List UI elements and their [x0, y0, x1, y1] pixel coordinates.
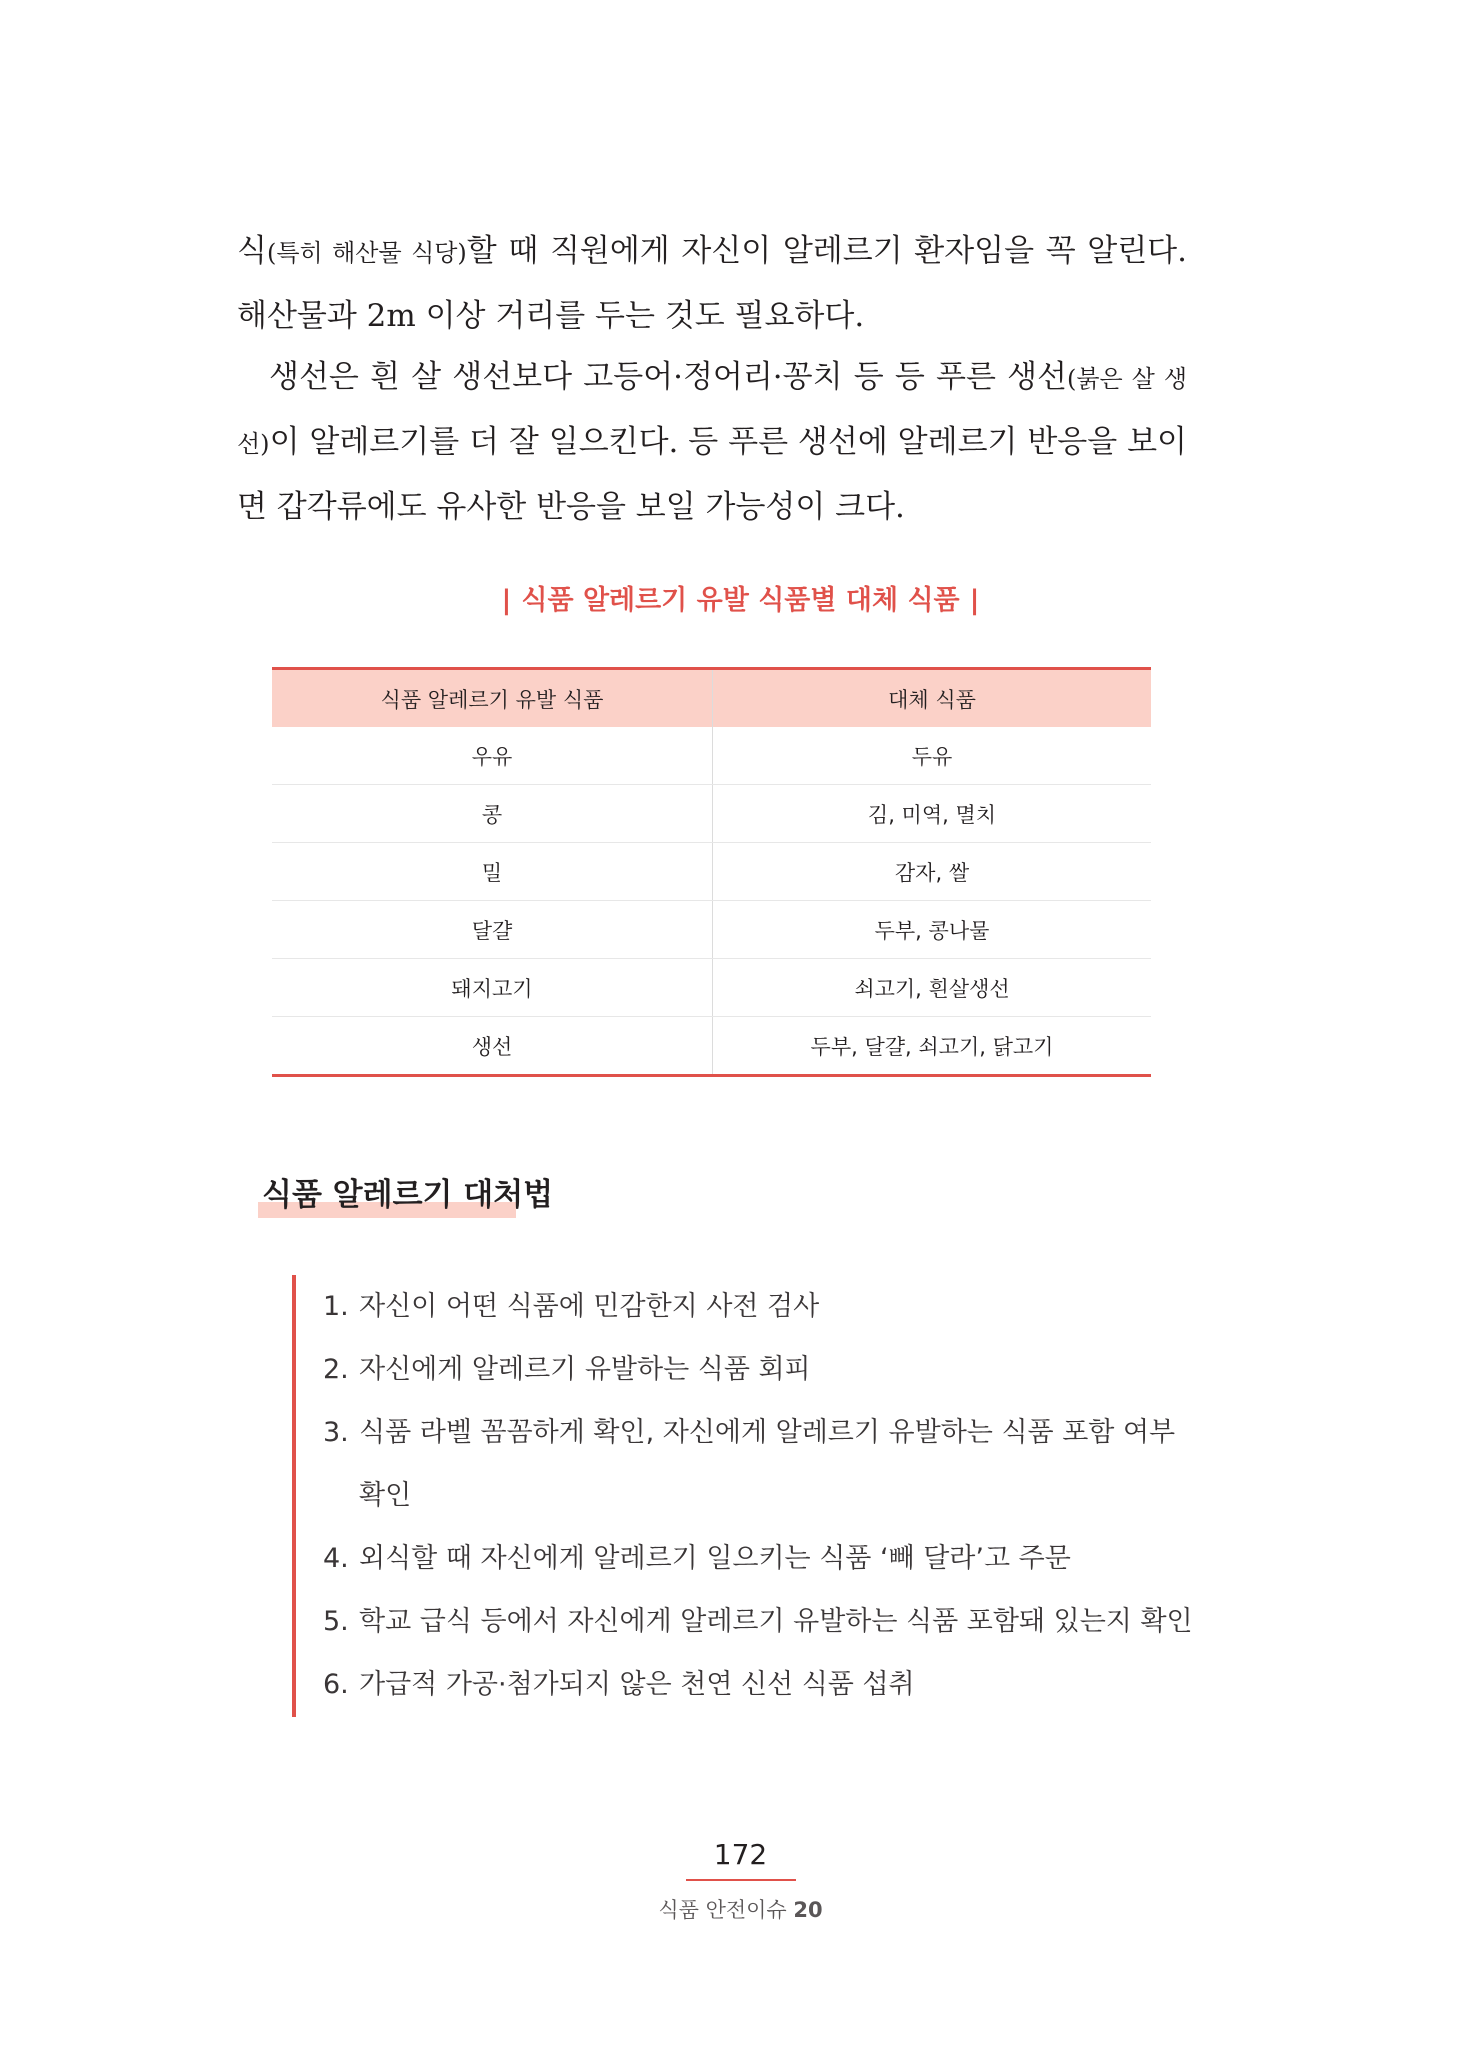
page-number-rule: [686, 1879, 796, 1881]
item-number: 5.: [323, 1606, 349, 1637]
substitute-food-table: [272, 667, 1151, 1077]
list-item: [323, 1275, 1196, 1338]
table-row: [272, 843, 1151, 901]
table-title: [0, 578, 1481, 617]
allergen-cell: 밀: [272, 843, 713, 901]
running-footer: [0, 1894, 1481, 1924]
item-number: 2.: [323, 1354, 349, 1385]
column-header: 식품 알레르기 유발 식품: [272, 669, 713, 728]
table-row: [272, 727, 1151, 785]
section-heading: [258, 1168, 553, 1222]
footer-title: 식품 안전이슈: [658, 1898, 787, 1922]
table-row: [272, 1017, 1151, 1076]
footer-number: 20: [793, 1898, 823, 1922]
substitute-cell: 두부, 콩나물: [713, 901, 1152, 959]
paragraph-text: 할 때 직원에게 자신이 알레르기 환자임을 꼭 알린다. 해산물과 2m 이상 거리를 두는 것도 필요하다.: [237, 233, 1187, 334]
item-number: 6.: [323, 1669, 349, 1700]
table-row: [272, 901, 1151, 959]
table-header-row: [272, 669, 1151, 728]
column-header: 대체 식품: [713, 669, 1152, 728]
allergen-cell: 돼지고기: [272, 959, 713, 1017]
title-bar-right: |: [969, 585, 980, 616]
item-text: 가급적 가공·첨가되지 않은 천연 신선 식품 섭취: [359, 1669, 915, 1700]
table-title-text: 식품 알레르기 유발 식품별 대체 식품: [521, 585, 960, 616]
list-item: [323, 1653, 1196, 1716]
item-text: 자신이 어떤 식품에 민감한지 사전 검사: [359, 1291, 820, 1322]
body-paragraph-1: [237, 220, 1187, 348]
allergen-cell: 생선: [272, 1017, 713, 1076]
title-bar-left: |: [501, 585, 512, 616]
substitute-cell: 두부, 달걀, 쇠고기, 닭고기: [713, 1017, 1152, 1076]
table-row: [272, 959, 1151, 1017]
section-title: 식품 알레르기 대처법: [262, 1177, 554, 1213]
coping-tips-box: [292, 1275, 1196, 1717]
table-row: [272, 785, 1151, 843]
item-number: 3.: [323, 1417, 349, 1448]
paragraph-note: (특히 해산물 식당): [266, 239, 467, 267]
list-item: [323, 1590, 1196, 1653]
allergen-cell: 달걀: [272, 901, 713, 959]
substitute-cell: 김, 미역, 멸치: [713, 785, 1152, 843]
page-number: 172: [713, 1838, 768, 1871]
item-number: 4.: [323, 1543, 349, 1574]
paragraph-note: (붉은 살 생선): [237, 365, 1188, 458]
paragraph-text: 이 알레르기를 더 잘 일으킨다. 등 푸른 생선에 알레르기 반응을 보이면 갑각류에도 유사한 반응을 보일 가능성이 크다.: [237, 424, 1187, 525]
list-item: [323, 1527, 1196, 1590]
substitute-cell: 쇠고기, 흰살생선: [713, 959, 1152, 1017]
substitute-cell: 두유: [713, 727, 1152, 785]
item-text: 외식할 때 자신에게 알레르기 일으키는 식품 ‘빼 달라’고 주문: [359, 1543, 1071, 1574]
item-text: 학교 급식 등에서 자신에게 알레르기 유발하는 식품 포함돼 있는지 확인: [359, 1606, 1193, 1637]
body-paragraph-2: [237, 346, 1187, 539]
item-number: 1.: [323, 1291, 349, 1322]
coping-tips-list: [296, 1275, 1196, 1716]
paragraph-text: 식: [237, 233, 267, 269]
paragraph-text: 생선은 흰 살 생선보다 고등어·정어리·꽁치 등 등 푸른 생선: [269, 359, 1067, 395]
list-item: [323, 1338, 1196, 1401]
allergen-cell: 우유: [272, 727, 713, 785]
allergen-cell: 콩: [272, 785, 713, 843]
list-item: [323, 1401, 1196, 1527]
item-text: 자신에게 알레르기 유발하는 식품 회피: [359, 1354, 811, 1385]
substitute-cell: 감자, 쌀: [713, 843, 1152, 901]
item-text: 식품 라벨 꼼꼼하게 확인, 자신에게 알레르기 유발하는 식품 포함 여부 확인: [359, 1417, 1176, 1511]
